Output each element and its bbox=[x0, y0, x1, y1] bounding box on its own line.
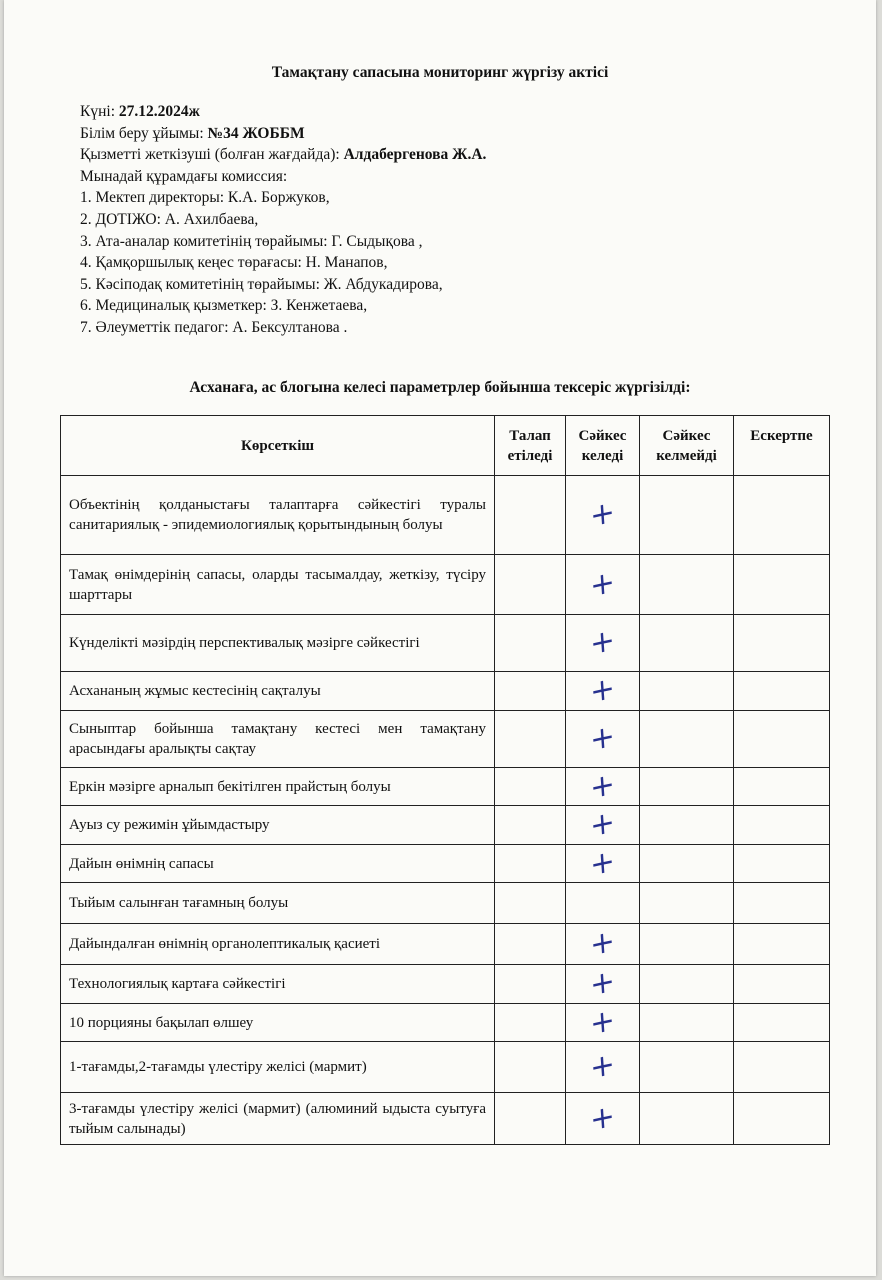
date-label: Күні: bbox=[80, 103, 119, 120]
header-required: Талап етіледі bbox=[495, 416, 566, 476]
note-cell bbox=[734, 883, 830, 924]
table-row bbox=[61, 476, 830, 555]
compliant-mark: + bbox=[588, 494, 616, 535]
required-cell bbox=[495, 476, 566, 555]
provider-value: Алдабергенова Ж.А. bbox=[343, 146, 487, 164]
compliant-cell bbox=[566, 711, 640, 768]
table-header-row bbox=[61, 416, 830, 476]
compliant-cell bbox=[566, 842, 640, 884]
document-title: Тамақтану сапасына мониторинг жүргізу актісі bbox=[271, 64, 609, 81]
commission-member: 4. Қамқоршылық кеңес төрағасы: Н. Манапов, bbox=[80, 254, 388, 272]
compliant-cell bbox=[566, 1042, 640, 1093]
compliant-cell bbox=[566, 924, 640, 965]
compliant-cell bbox=[566, 555, 640, 615]
document-page bbox=[4, 0, 876, 1276]
indicator-cell: Ауыз су режимін ұйымдастыру bbox=[61, 806, 495, 845]
noncompliant-cell bbox=[640, 1093, 734, 1145]
indicator-cell: 10 порцияны бақылап өлшеу bbox=[61, 1004, 495, 1042]
document-info bbox=[80, 101, 486, 339]
compliant-mark: + bbox=[588, 718, 616, 759]
note-cell bbox=[734, 806, 830, 845]
required-cell bbox=[495, 845, 566, 883]
required-cell bbox=[495, 711, 566, 768]
indicator-cell: Сыныптар бойынша тамақтану кестесі мен тамақтану арасындағы аралықты сақтау bbox=[61, 711, 495, 768]
compliant-mark: + bbox=[588, 923, 616, 964]
table-row bbox=[61, 1042, 830, 1093]
table-row bbox=[61, 965, 830, 1004]
table-row bbox=[61, 883, 830, 924]
table-row bbox=[61, 711, 830, 768]
compliant-cell bbox=[566, 615, 640, 672]
header-note: Ескертпе bbox=[734, 416, 830, 476]
required-cell bbox=[495, 806, 566, 845]
compliant-mark: + bbox=[588, 1001, 616, 1043]
noncompliant-cell bbox=[640, 711, 734, 768]
note-cell bbox=[734, 768, 830, 806]
indicator-cell: Дайын өнімнің сапасы bbox=[61, 845, 495, 883]
noncompliant-cell bbox=[640, 924, 734, 965]
note-cell bbox=[734, 711, 830, 768]
note-cell bbox=[734, 1004, 830, 1042]
required-cell bbox=[495, 555, 566, 615]
table-row bbox=[61, 615, 830, 672]
noncompliant-cell bbox=[640, 1042, 734, 1093]
noncompliant-cell bbox=[640, 672, 734, 711]
compliant-cell bbox=[566, 476, 640, 555]
provider-line bbox=[80, 144, 486, 166]
note-cell bbox=[734, 615, 830, 672]
organization-line bbox=[80, 123, 486, 145]
table-row bbox=[61, 924, 830, 965]
indicator-cell: 3-тағамды үлестіру желісі (мармит) (алюминий ыдыста суытуға тыйым салынады) bbox=[61, 1093, 495, 1145]
compliant-mark: + bbox=[588, 842, 616, 884]
noncompliant-cell bbox=[640, 768, 734, 806]
note-cell bbox=[734, 965, 830, 1004]
required-cell bbox=[495, 883, 566, 924]
indicator-cell: Объектінің қолданыстағы талаптарға сәйкестігі туралы санитариялық - эпидемиологиялық қорытындының болуы bbox=[61, 476, 495, 555]
compliant-mark: + bbox=[588, 765, 616, 807]
date-value: 27.12.2024ж bbox=[118, 103, 200, 120]
inspection-table bbox=[60, 415, 830, 1145]
noncompliant-cell bbox=[640, 806, 734, 845]
required-cell bbox=[495, 924, 566, 965]
note-cell bbox=[734, 476, 830, 555]
compliant-cell bbox=[566, 1093, 640, 1145]
compliant-cell bbox=[566, 965, 640, 1004]
compliant-mark: + bbox=[588, 804, 616, 845]
compliant-mark: + bbox=[588, 1046, 616, 1087]
compliant-mark: + bbox=[588, 1097, 616, 1139]
note-cell bbox=[734, 672, 830, 711]
commission-member: 7. Әлеуметтік педагог: А. Бексултанова . bbox=[80, 318, 348, 336]
header-indicator: Көрсеткіш bbox=[61, 416, 495, 476]
provider-label: Қызметті жеткізуші (болған жағдайда): bbox=[80, 146, 344, 164]
note-cell bbox=[734, 1042, 830, 1093]
note-cell bbox=[734, 1093, 830, 1145]
compliant-cell bbox=[566, 1001, 640, 1043]
indicator-cell: Тыйым салынған тағамның болуы bbox=[61, 883, 495, 924]
compliant-cell bbox=[566, 883, 640, 924]
header-compliant: Сәйкес келеді bbox=[566, 416, 640, 476]
indicator-cell: Еркін мәзірге арналып бекітілген прайстың болуы bbox=[61, 768, 495, 806]
organization-label: Білім беру ұйымы: bbox=[80, 124, 208, 142]
required-cell bbox=[495, 615, 566, 672]
noncompliant-cell bbox=[640, 555, 734, 615]
table-row bbox=[61, 672, 830, 711]
section-subtitle: Асханаға, ас блогына келесі параметрлер бойынша тексеріс жүргізілді: bbox=[189, 379, 691, 396]
commission-label: Мынадай құрамдағы комиссия: bbox=[80, 167, 288, 185]
required-cell bbox=[495, 768, 566, 806]
commission-member: 2. ДОТІЖО: А. Ахилбаева, bbox=[80, 210, 259, 228]
indicator-cell: Тамақ өнімдерінің сапасы, оларды тасымалдау, жеткізу, түсіру шарттары bbox=[61, 555, 495, 615]
required-cell bbox=[495, 1004, 566, 1042]
compliant-cell bbox=[566, 806, 640, 845]
date-line bbox=[80, 101, 486, 123]
indicator-cell: 1-тағамды,2-тағамды үлестіру желісі (мармит) bbox=[61, 1042, 495, 1093]
compliant-cell bbox=[566, 765, 640, 807]
indicator-cell: Технологиялық картаға сәйкестігі bbox=[61, 965, 495, 1004]
note-cell bbox=[734, 845, 830, 883]
compliant-mark: + bbox=[588, 670, 616, 711]
noncompliant-cell bbox=[640, 883, 734, 924]
required-cell bbox=[495, 1093, 566, 1145]
required-cell bbox=[495, 1042, 566, 1093]
table-row bbox=[61, 555, 830, 615]
commission-member: 1. Мектеп директоры: К.А. Боржуков, bbox=[80, 189, 330, 207]
commission-member: 6. Медициналық қызметкер: З. Кенжетаева, bbox=[80, 297, 368, 315]
noncompliant-cell bbox=[640, 615, 734, 672]
compliant-mark: + bbox=[588, 563, 616, 605]
indicator-cell: Күнделікті мәзірдің перспективалық мәзірге сәйкестігі bbox=[61, 615, 495, 672]
compliant-cell bbox=[566, 672, 640, 711]
table-row bbox=[61, 1004, 830, 1042]
table-row bbox=[61, 1093, 830, 1145]
indicator-cell: Дайындалған өнімнің органолептикалық қасиеті bbox=[61, 924, 495, 965]
commission-member: 5. Кәсіподақ комитетінің төрайымы: Ж. Абдукадирова, bbox=[80, 275, 443, 293]
required-cell bbox=[495, 672, 566, 711]
compliant-mark: + bbox=[588, 963, 616, 1004]
noncompliant-cell bbox=[640, 845, 734, 883]
noncompliant-cell bbox=[640, 1004, 734, 1042]
noncompliant-cell bbox=[640, 476, 734, 555]
required-cell bbox=[495, 965, 566, 1004]
indicator-cell: Асхананың жұмыс кестесінің сақталуы bbox=[61, 672, 495, 711]
commission-member: 3. Ата-аналар комитетінің төрайымы: Г. Сыдықова , bbox=[80, 232, 423, 250]
table-row bbox=[61, 768, 830, 806]
organization-value: №34 ЖОББМ bbox=[207, 124, 305, 142]
note-cell bbox=[734, 924, 830, 965]
noncompliant-cell bbox=[640, 965, 734, 1004]
header-noncompliant: Сәйкес келмейді bbox=[640, 416, 734, 476]
table-row bbox=[61, 845, 830, 883]
table-row bbox=[61, 806, 830, 845]
compliant-mark: + bbox=[588, 622, 616, 663]
note-cell bbox=[734, 555, 830, 615]
